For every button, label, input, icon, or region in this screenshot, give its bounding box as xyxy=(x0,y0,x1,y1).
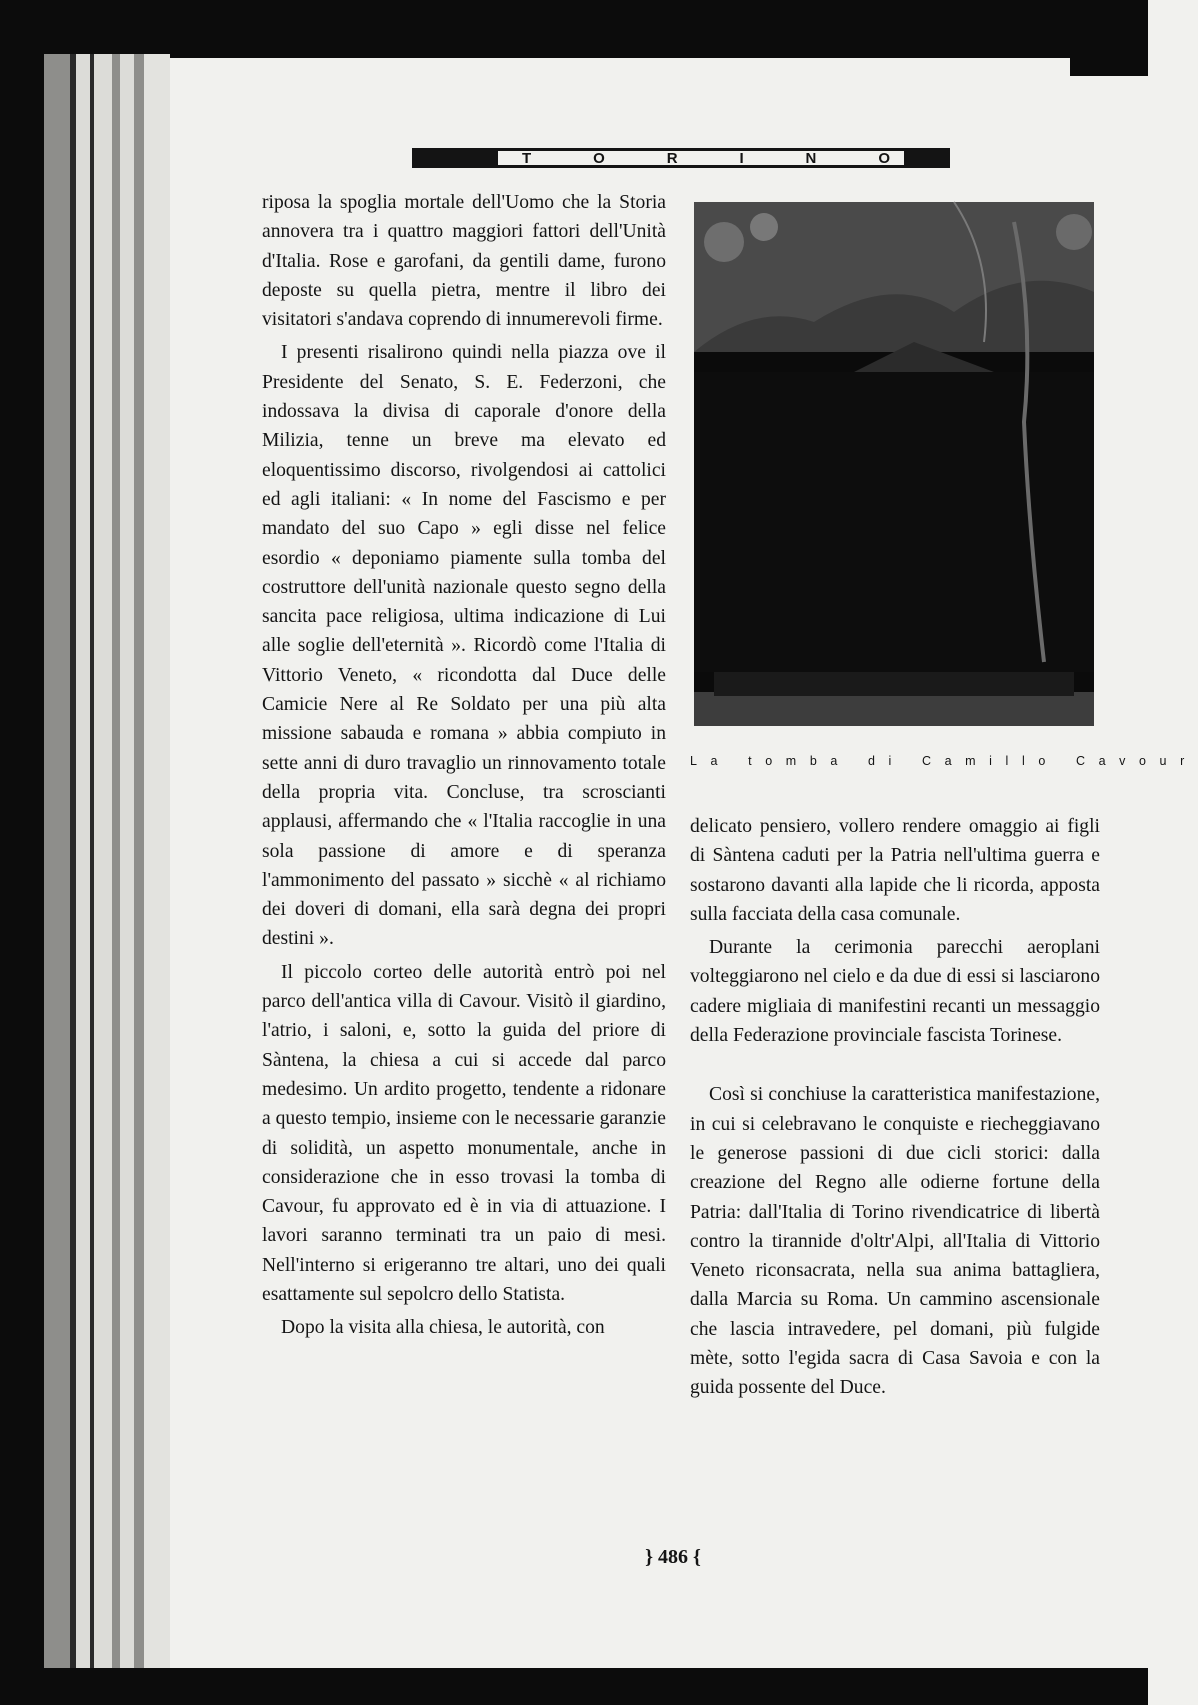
page-edge xyxy=(94,54,112,1669)
scan-top-border xyxy=(0,0,1148,58)
scan-left-border xyxy=(0,0,44,1705)
scan-corner xyxy=(1104,0,1148,60)
page-edge xyxy=(44,54,70,1669)
running-head-letter: O xyxy=(878,149,890,167)
scan-top-border-tail xyxy=(1070,58,1148,76)
paragraph: Dopo la visita alla chiesa, le autorità, con xyxy=(281,1317,605,1339)
page-edge xyxy=(134,54,144,1669)
page-edge xyxy=(112,54,120,1669)
running-head-ornament-left xyxy=(412,148,498,168)
scan-bottom-border xyxy=(0,1668,1148,1705)
paragraph: Il piccolo corteo delle autorità entrò poi nel parco dell'antica villa di Cavour. Visitò il giardino, l'atrio, i saloni, e, sotto la guida del priore di Sàntena, la chiesa a cui si accede dal parco medesimo. Un ardito progetto, tendente a ridonare a questo tempio, insieme con le necessarie garanzie di solidità, un aspetto monumentale, anche in considerazione che in esso trovasi la tomba di Cavour, fu approvato ed è in via di attuazione. I lavori saranno terminati tra un paio di mesi. Nell'interno si erigeranno tre altari, uno dei quali esattamente sul sepolcro dello Statista. xyxy=(262,961,666,1305)
paragraph: riposa la spoglia mortale dell'Uomo che la Storia annovera tra i quattro maggiori fattori dell'Unità d'Italia. Rose e garofani, da gentili dame, furono deposte su quella pietra, mentre il libro dei visitatori s'andava coprendo di innumerevoli firme. xyxy=(262,192,666,331)
running-head-letter: R xyxy=(666,149,678,167)
running-head-letter: T xyxy=(522,149,532,167)
page-edge xyxy=(144,54,170,1669)
paragraph: Così si conchiuse la caratteristica manifestazione, in cui si celebravano le conquiste e riecheggiavano le generose passioni di due cicli storici: dalla creazione del Regno alle odierne fortune della Patria: dall'Italia di Torino rivendicatrice di libertà contro la tirannide d'oltr'Alpi, all'Italia di Vittorio Veneto riconsacrata, nella sua anima battagliera, dalla Marcia su Roma. Un cammino ascensionale che lascia intravedere, pel domani, più fulgide mète, sotto l'egida sacra di Casa Savoia e con la guida possente del Duce. xyxy=(690,1084,1100,1399)
paragraph: I presenti risalirono quindi nella piazza ove il Presidente del Senato, S. E. Federzoni, che indossava la divisa di caporale d'onore della Milizia, tenne un breve ma elevato ed eloquentissimo discorso, rivolgendosi ai cattolici ed agli italiani: « In nome del Fascismo e per mandato del suo Capo » egli disse nel felice esordio « deponiamo piamente sulla tomba del costruttore dell'unità nazionale questo segno della sancita pace religiosa, ultima indicazione di Lui alle soglie dell'eternità ». Ricordò come l'Italia di Vittorio Veneto, « ricondotta dal Duce delle Camicie Nere al Re Soldato per una più alta missione sabauda e romana » abbia compiuto in sette anni di duro travaglio un rinnovamento totale della propria vita. Concluse, tra scroscianti applausi, affermando che « l'Italia raccoglie in una sola passione di amore e di speranza l'ammonimento del passato » sicchè « al richiamo dei doveri di domani, ella sarà degna dei propri destini ». xyxy=(262,342,666,950)
right-column xyxy=(690,812,1100,1403)
tomb-photograph xyxy=(694,202,1094,726)
page-edge xyxy=(120,54,134,1669)
left-column xyxy=(262,188,666,1343)
running-head-ornament-right xyxy=(904,148,950,168)
running-head xyxy=(412,148,950,168)
page-number-value: 486 xyxy=(658,1546,688,1568)
tomb-photograph-image xyxy=(694,202,1094,726)
running-head-letter: N xyxy=(805,149,817,167)
paragraph: delicato pensiero, vollero rendere omaggio ai figli di Sàntena caduti per la Patria nell'ultima guerra e sostarono davanti alla lapide che li ricorda, apposta sulla facciata della casa comunale. xyxy=(690,816,1100,925)
photo-caption: La tomba di Camillo Cavour xyxy=(690,754,1198,768)
folio-ornament-right: { xyxy=(688,1546,701,1568)
page-number xyxy=(618,1546,728,1569)
running-head-letter: I xyxy=(739,149,744,167)
folio-ornament-left: } xyxy=(645,1546,658,1568)
paragraph: Durante la cerimonia parecchi aeroplani volteggiarono nel cielo e da due di essi si lasciarono cadere migliaia di manifestini recanti un messaggio della Federazione provinciale fascista Torinese. xyxy=(690,937,1100,1047)
running-head-letter: O xyxy=(593,149,605,167)
page-edge xyxy=(76,54,90,1669)
